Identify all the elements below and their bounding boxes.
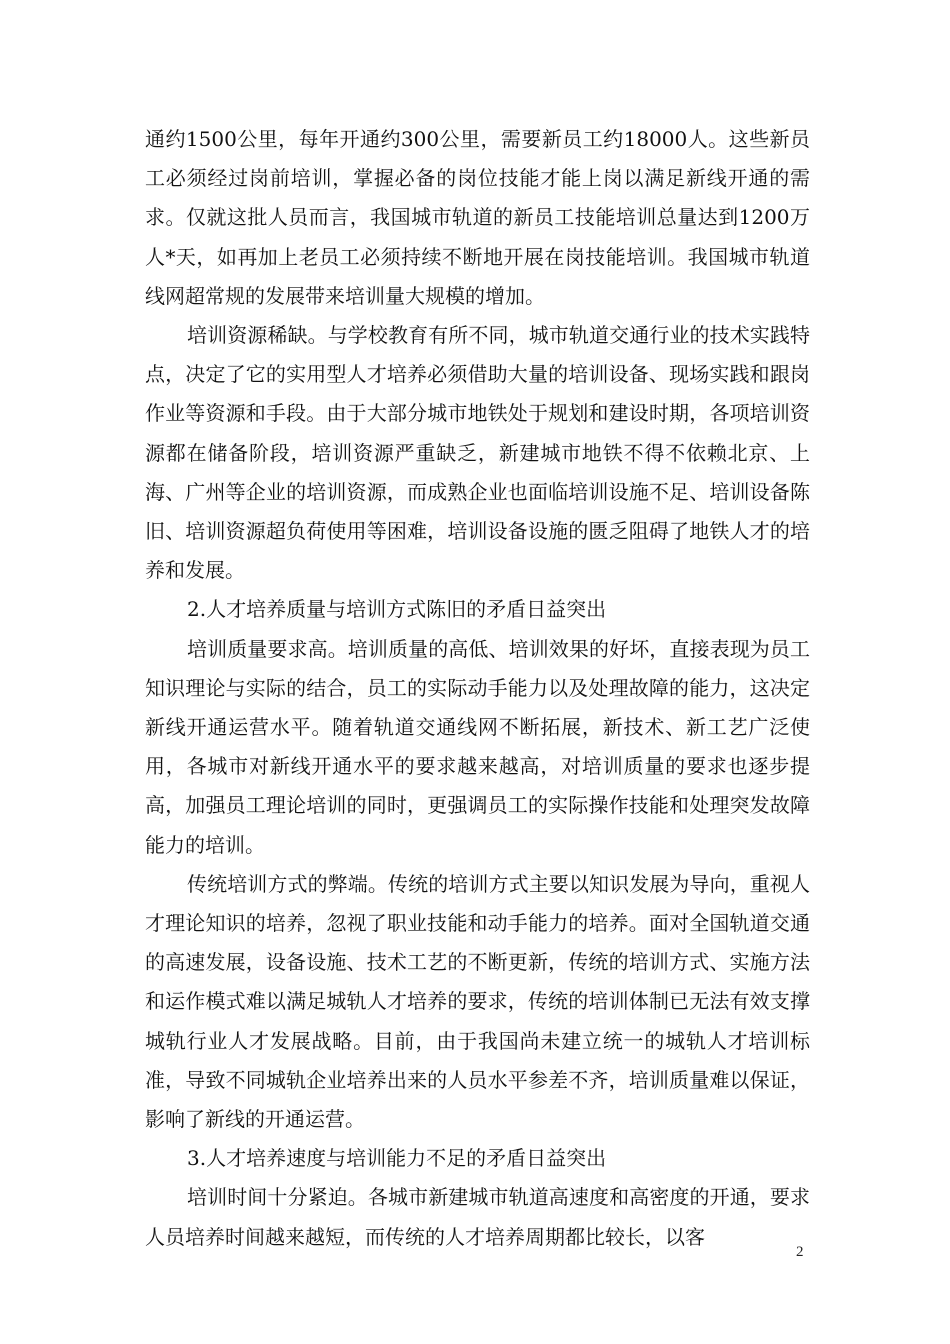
page-number: 2	[796, 1244, 804, 1260]
paragraph-1: 通约1500公里，每年开通约300公里，需要新员工约18000人。这些新员工必须经过岗前培训，掌握必备的岗位技能才能上岗以满足新线开通的需求。仅就这批人员而言，我国城市轨道的新员工技能培训总量达到1200万人*天，如再加上老员工必须持续不断地开展在岗技能培训。我国城市轨道线网超常规的发展带来培训量大规模的增加。	[145, 127, 810, 308]
paragraph-5: 培训时间十分紧迫。各城市新建城市轨道高速度和高密度的开通，要求人员培养时间越来越短，而传统的人才培养周期都比较长，以客	[145, 1185, 810, 1249]
paragraph-3: 培训质量要求高。培训质量的高低、培训效果的好坏，直接表现为员工知识理论与实际的结合，员工的实际动手能力以及处理故障的能力，这决定新线开通运营水平。随着轨道交通线网不断拓展，新技术、新工艺广泛使用，各城市对新线开通水平的要求越来越高，对培训质量的要求也逐步提高，加强员工理论培训的同时，更强调员工的实际操作技能和处理突发故障能力的培训。	[145, 636, 810, 857]
section-heading-2: 2.人才培养质量与培训方式陈旧的矛盾日益突出	[187, 597, 607, 622]
section-heading-3: 3.人才培养速度与培训能力不足的矛盾日益突出	[187, 1146, 607, 1171]
document-body	[145, 120, 810, 1257]
paragraph-2: 培训资源稀缺。与学校教育有所不同，城市轨道交通行业的技术实践特点，决定了它的实用型人才培养必须借助大量的培训设备、现场实践和跟岗作业等资源和手段。由于大部分城市地铁处于规划和建设时期，各项培训资源都在储备阶段，培训资源严重缺乏，新建城市地铁不得不依赖北京、上海、广州等企业的培训资源，而成熟企业也面临培训设施不足、培训设备陈旧、培训资源超负荷使用等困难，培训设备设施的匮乏阻碍了地铁人才的培养和发展。	[145, 323, 810, 583]
paragraph-4: 传统培训方式的弊端。传统的培训方式主要以知识发展为导向，重视人才理论知识的培养，忽视了职业技能和动手能力的培养。面对全国轨道交通的高速发展，设备设施、技术工艺的不断更新，传统的培训方式、实施方法和运作模式难以满足城轨人才培养的要求，传统的培训体制已无法有效支撑城轨行业人才发展战略。目前，由于我国尚未建立统一的城轨人才培训标准，导致不同城轨企业培养出来的人员水平参差不齐，培训质量难以保证，影响了新线的开通运营。	[145, 871, 810, 1132]
